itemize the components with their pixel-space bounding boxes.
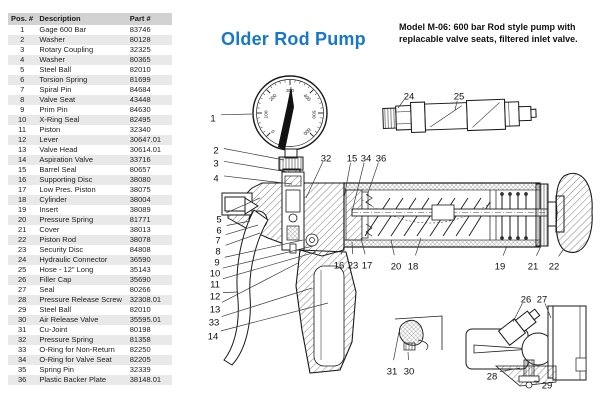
part-cell: 38075: [129, 184, 151, 194]
part-cell: 38148.01: [129, 374, 162, 384]
description-cell: Cover: [39, 224, 60, 234]
pos-cell: 20: [18, 214, 27, 224]
callout-number: 1: [210, 113, 216, 125]
pos-cell: 22: [18, 234, 27, 244]
description-cell: Filler Cap: [39, 274, 72, 284]
callout-number: 10: [209, 268, 221, 280]
description-cell: Pressure Release Screw: [39, 294, 122, 304]
callout-leader-line: [408, 352, 409, 360]
description-cell: Steel Ball: [39, 304, 72, 314]
pos-cell: 35: [18, 364, 27, 374]
pos-cell: 26: [18, 274, 27, 284]
part-cell: 38080: [129, 174, 151, 184]
part-cell: 80266: [129, 284, 151, 294]
description-cell: Seal: [39, 284, 55, 294]
description-cell: Cu-Joint: [39, 324, 68, 334]
callout-number: 7: [215, 235, 221, 247]
callout-number: 24: [403, 91, 415, 103]
description-cell: Torsion Spring: [39, 75, 88, 85]
column-header: Pos. #: [8, 13, 36, 25]
pos-cell: 29: [18, 304, 27, 314]
air-release-detail: [395, 316, 442, 350]
pos-cell: 21: [18, 224, 27, 234]
part-cell: 32340: [129, 124, 151, 134]
description-cell: Piston: [39, 124, 61, 134]
callout-number: 14: [207, 331, 219, 343]
callout-number: 19: [494, 261, 506, 273]
cover-cap: [536, 184, 548, 246]
pump-head: [222, 172, 344, 256]
description-cell: Spring Pin: [39, 364, 74, 374]
callout-number: 32: [320, 153, 332, 165]
part-cell: 35690: [129, 274, 151, 284]
description-cell: Cylinder: [39, 194, 67, 204]
pos-cell: 14: [18, 154, 27, 164]
callout-number: 30: [403, 366, 415, 378]
pos-cell: 17: [18, 184, 27, 194]
part-cell: 38004: [129, 194, 151, 204]
pos-cell: 36: [18, 374, 27, 384]
description-cell: Security Disc: [39, 244, 84, 254]
pos-cell: 12: [18, 134, 27, 144]
pos-cell: 34: [18, 354, 27, 364]
callout-number: 21: [527, 261, 539, 273]
pos-cell: 23: [18, 244, 27, 254]
callout-number: 16: [333, 260, 345, 272]
part-cell: 32325: [129, 45, 151, 55]
pos-cell: 24: [18, 254, 27, 264]
description-cell: Valve Seat: [39, 94, 76, 104]
part-cell: 32339: [129, 364, 151, 374]
part-cell: 43448: [129, 94, 151, 104]
filler-cap-detail: [466, 305, 586, 388]
part-cell: 30647.01: [129, 134, 162, 144]
callout-number: 13: [209, 304, 221, 316]
description-cell: Barrel Seal: [39, 164, 77, 174]
part-cell: 35143: [129, 264, 151, 274]
gauge-tick-label: 0: [271, 128, 277, 134]
pos-cell: 10: [18, 114, 27, 124]
pos-cell: 5: [20, 65, 25, 75]
part-cell: 84630: [129, 104, 151, 114]
description-cell: Insert: [39, 204, 59, 214]
part-cell: 84684: [129, 85, 151, 94]
part-cell: 38089: [129, 204, 151, 214]
part-cell: 30614.01: [129, 144, 162, 154]
t-handle: [556, 173, 592, 252]
callout-number: 29: [541, 380, 553, 392]
description-cell: Pressure Spring: [39, 334, 94, 344]
description-cell: Washer: [39, 55, 65, 65]
description-cell: Piston Rod: [39, 234, 77, 244]
description-cell: Valve Head: [39, 144, 78, 154]
part-cell: 82250: [129, 344, 151, 354]
callout-number: 36: [375, 153, 387, 165]
gauge-tick-label: 400: [301, 93, 311, 103]
pos-cell: 33: [18, 344, 27, 354]
callout-number: 27: [536, 294, 548, 306]
part-cell: 82495: [129, 114, 151, 124]
part-cell: 35595.01: [129, 314, 162, 324]
gauge-tick-label: 300: [285, 89, 295, 94]
part-cell: 80128: [129, 35, 151, 45]
part-cell: 84808: [129, 244, 151, 254]
callout-leader-line: [394, 332, 399, 360]
pos-cell: 27: [18, 284, 27, 294]
description-cell: Air Release Valve: [39, 314, 99, 324]
pos-cell: 31: [18, 324, 27, 334]
pos-cell: 19: [18, 204, 27, 214]
callout-number: 6: [216, 225, 222, 237]
callout-leader-line: [223, 292, 238, 293]
gauge-tick-label: 200: [269, 93, 279, 103]
callout-leader-line: [221, 114, 252, 115]
pos-cell: 4: [20, 55, 25, 65]
pos-cell: 11: [18, 124, 27, 134]
callout-number: 22: [548, 261, 560, 273]
description-cell: Lever: [39, 134, 59, 144]
part-cell: 38078: [129, 234, 151, 244]
callout-number: 25: [453, 91, 465, 103]
part-cell: 83746: [129, 25, 151, 35]
callout-number: 9: [214, 257, 220, 269]
description-cell: Washer: [39, 35, 65, 45]
pos-cell: 7: [20, 85, 25, 94]
callout-number: 11: [210, 279, 220, 291]
description-cell: Aspiration Valve: [39, 154, 94, 164]
description-cell: Prim Pin: [39, 104, 68, 114]
gauge-tick-label: 600: [301, 126, 311, 136]
callout-number: 12: [209, 291, 221, 303]
callout-number: 2: [213, 145, 219, 157]
part-cell: 80198: [129, 324, 151, 334]
description-cell: O-Ring for Valve Seat: [39, 354, 112, 364]
pos-cell: 28: [18, 294, 27, 304]
callout-number: 26: [520, 294, 532, 306]
pos-cell: 30: [18, 314, 27, 324]
callout-number: 34: [360, 153, 372, 165]
callout-number: 20: [390, 261, 402, 273]
part-cell: 81771: [129, 214, 151, 224]
description-cell: Low Pres. Piston: [39, 184, 96, 194]
description-cell: Pressure Spring: [39, 214, 94, 224]
column-header: Part #: [127, 13, 172, 25]
pos-cell: 6: [20, 75, 25, 85]
pos-cell: 13: [18, 144, 27, 154]
description-cell: Steel Ball: [39, 65, 72, 75]
pos-cell: 32: [18, 334, 27, 344]
part-cell: 80365: [129, 55, 151, 65]
description-cell: Rotary Coupling: [39, 45, 94, 55]
callout-number: 33: [208, 317, 220, 329]
callout-number: 28: [486, 371, 498, 383]
callout-leader-line: [222, 263, 298, 302]
pos-cell: 8: [20, 94, 25, 104]
pos-cell: 18: [18, 194, 27, 204]
part-cell: 82205: [129, 354, 151, 364]
pos-cell: 16: [18, 174, 27, 184]
callout-number: 3: [213, 158, 219, 170]
callout-leader-line: [559, 250, 563, 256]
description-cell: Hydraulic Connector: [39, 254, 108, 264]
description-cell: Spiral Pin: [39, 85, 72, 94]
gauge-tick-label: 100: [264, 110, 270, 119]
part-cell: 32308.01: [129, 294, 162, 304]
part-cell: 38013: [129, 224, 151, 234]
callout-number: 4: [213, 173, 219, 185]
callout-number: 18: [407, 261, 419, 273]
part-cell: 81358: [129, 334, 151, 344]
callout-number: 17: [361, 260, 373, 272]
barrel-assembly: [344, 183, 564, 247]
callout-number: 23: [347, 260, 359, 272]
description-cell: Supporting Disc: [39, 174, 93, 184]
part-cell: 36590: [129, 254, 151, 264]
hose-assembly: [383, 98, 537, 133]
description-cell: Plastic Backer Plate: [39, 374, 107, 384]
pos-cell: 2: [20, 35, 25, 45]
pos-cell: 1: [20, 25, 25, 35]
part-cell: 82010: [129, 304, 151, 314]
page-title: Older Rod Pump: [221, 29, 366, 49]
callout-number: 31: [386, 366, 398, 378]
description-cell: Gage 600 Bar: [39, 25, 87, 35]
part-cell: 82010: [129, 65, 151, 75]
part-cell: 33716: [129, 154, 151, 164]
callout-leader-line: [224, 161, 288, 172]
gauge-tick-label: 500: [310, 110, 316, 119]
description-cell: Hose - 12" Long: [39, 264, 94, 274]
callout-number: 8: [215, 246, 221, 258]
part-cell: 80657: [129, 164, 151, 174]
model-description: Model M-06: 600 bar Rod style pump with replacable valve seats, filtered inlet valve.: [399, 22, 578, 44]
description-cell: X-Ring Seal: [39, 114, 80, 124]
part-cell: 81699: [129, 75, 151, 85]
description-cell: O-Ring for Non-Return: [39, 344, 115, 354]
pos-cell: 15: [18, 164, 27, 174]
column-header: Description: [36, 13, 126, 25]
pos-cell: 25: [18, 264, 27, 274]
callout-leader-line: [224, 149, 284, 160]
pos-cell: 9: [20, 104, 25, 114]
callout-number: 5: [216, 214, 222, 226]
callout-number: 15: [346, 153, 358, 165]
pos-cell: 3: [20, 45, 25, 55]
